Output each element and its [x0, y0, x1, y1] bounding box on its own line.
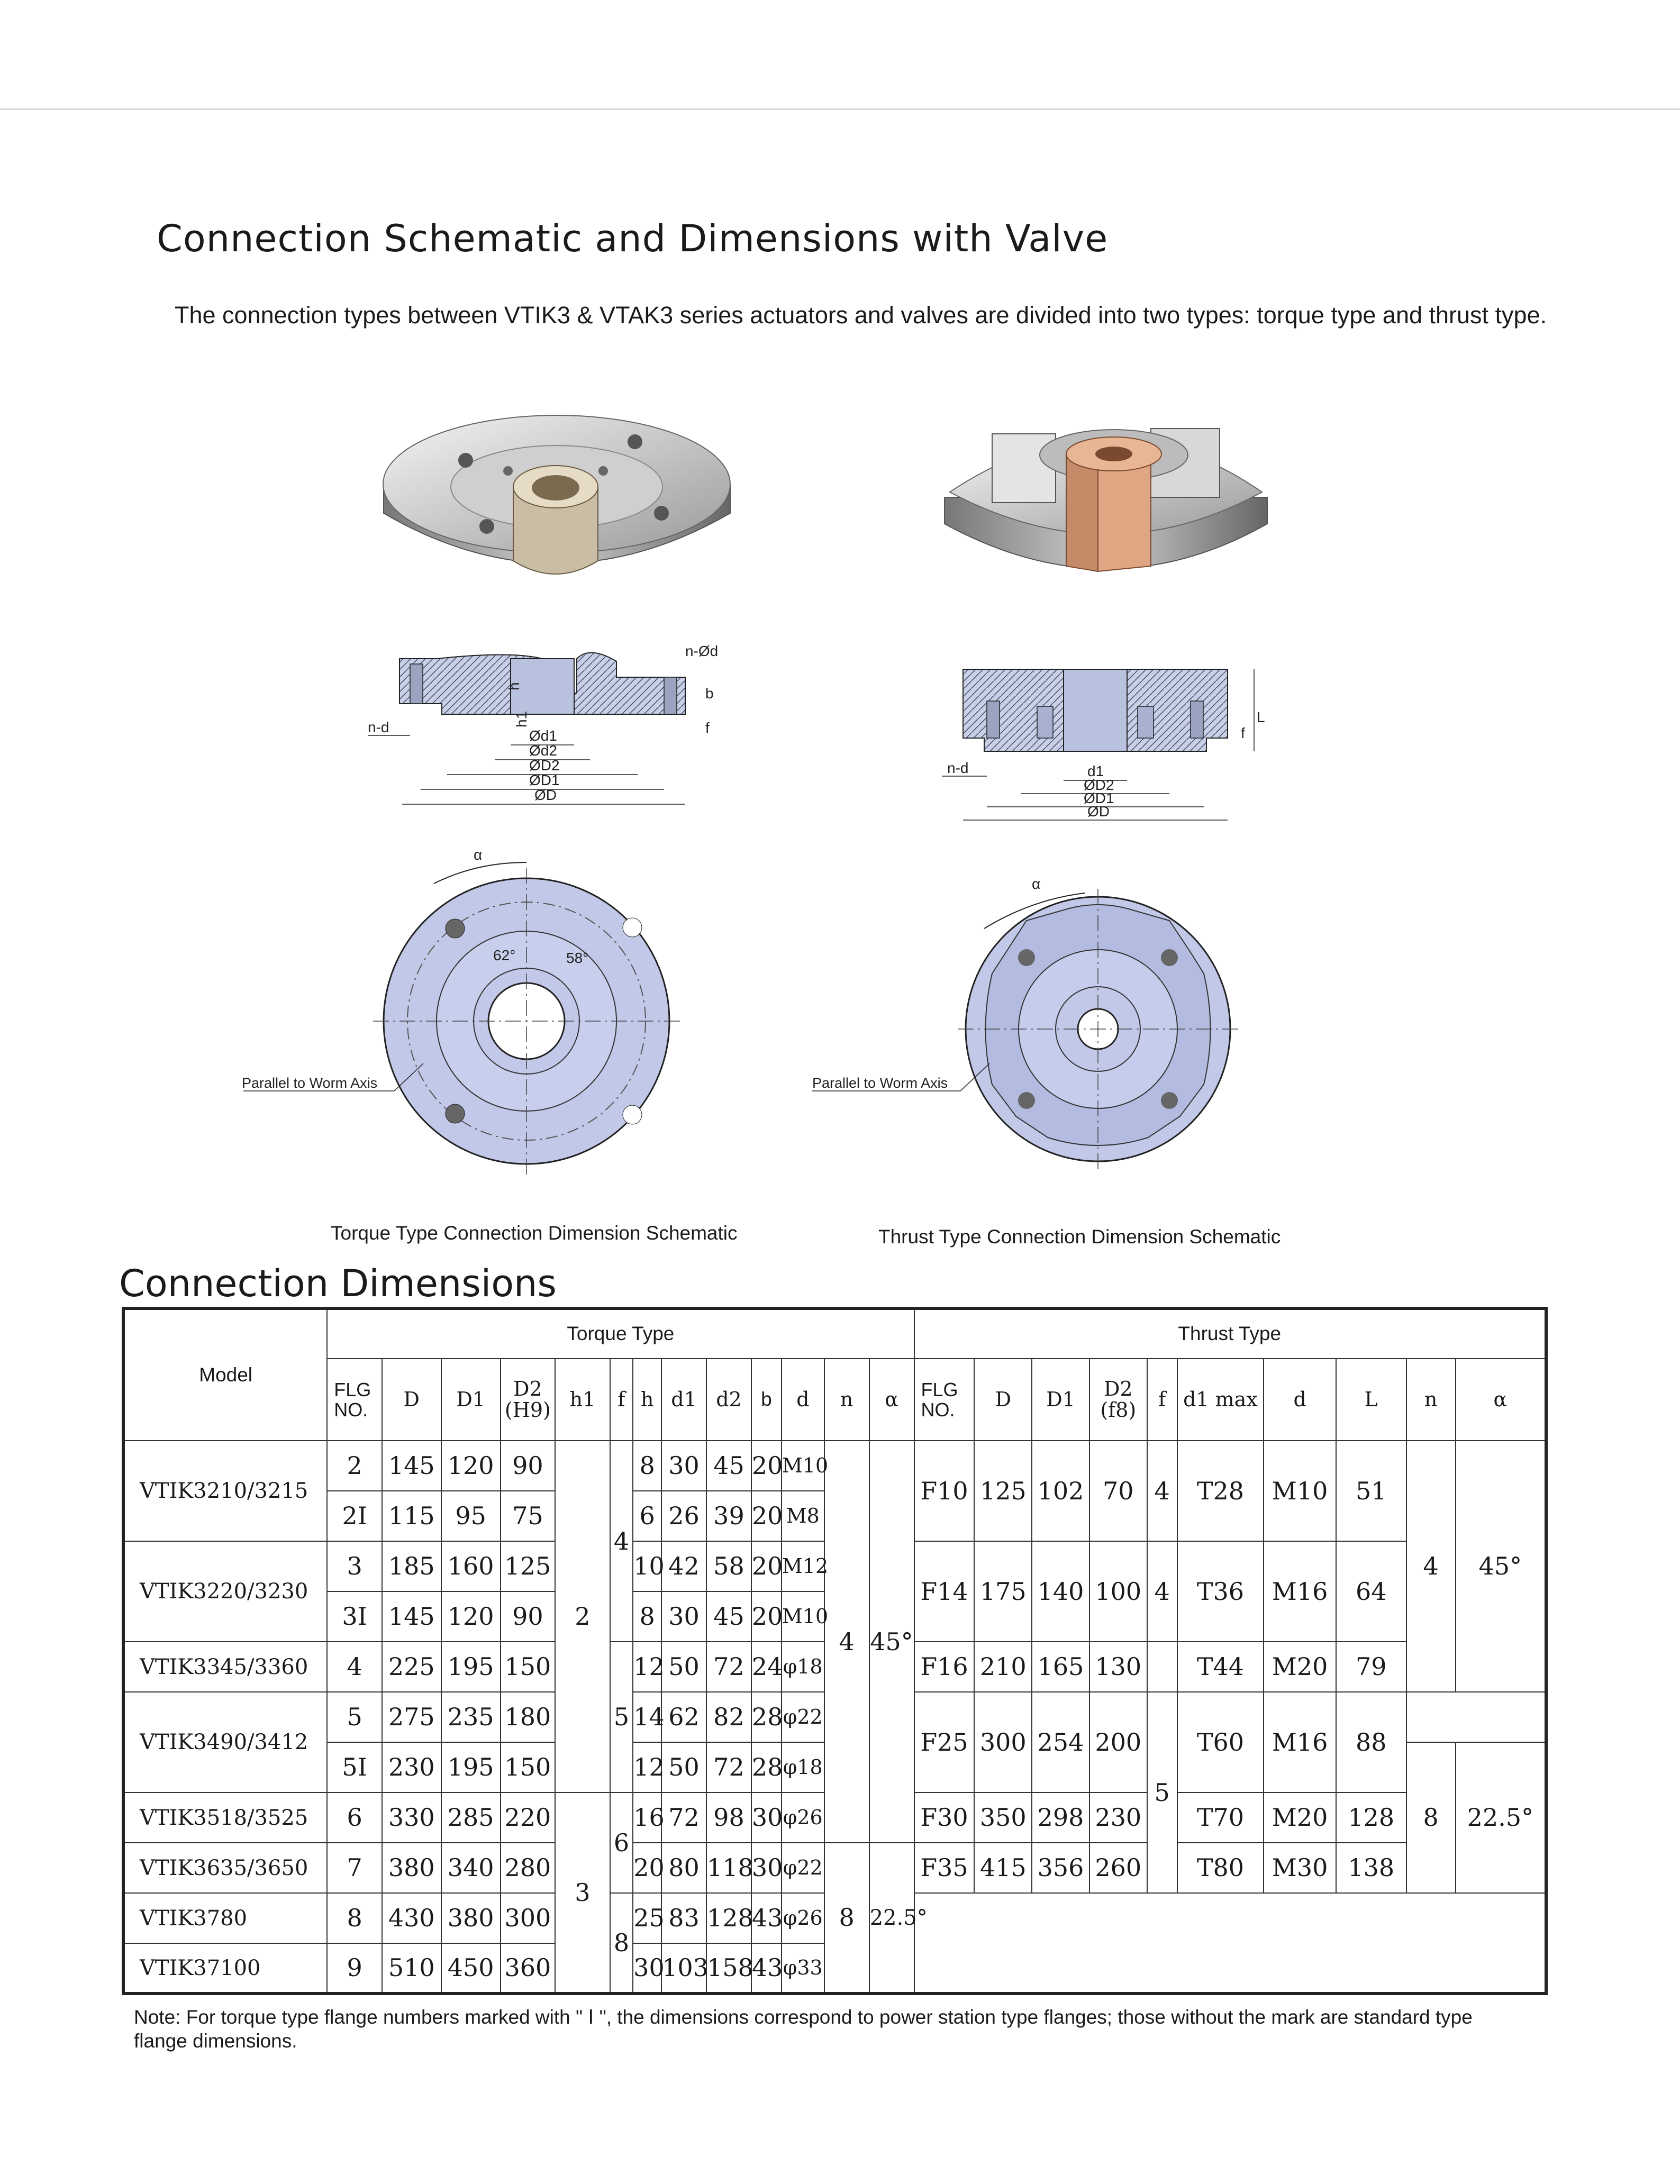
cell: 298: [1032, 1792, 1089, 1843]
label-D2: ØD2: [1084, 777, 1114, 793]
cell: 210: [974, 1642, 1032, 1692]
cell: F10: [914, 1441, 975, 1541]
thrust-flange-3d-view: [939, 392, 1278, 614]
cell: 88: [1336, 1692, 1406, 1792]
thrust-plan-view: [810, 868, 1296, 1180]
model-cell: VTIK3490/3412: [123, 1692, 327, 1792]
cell: T80: [1177, 1843, 1264, 1893]
cell: 50: [661, 1642, 706, 1692]
model-cell: VTIK3635/3650: [123, 1843, 327, 1893]
col-header: b: [751, 1359, 782, 1441]
table-row: [123, 1441, 1546, 1491]
col-header: D: [974, 1359, 1032, 1441]
cell: 5Ⅰ: [327, 1742, 382, 1792]
cell: 128: [1336, 1792, 1406, 1843]
col-header: α: [869, 1359, 914, 1441]
label-D: ØD: [534, 787, 557, 803]
cell: 430: [382, 1893, 441, 1943]
cell: 5: [610, 1642, 633, 1792]
cell: 20: [751, 1541, 782, 1591]
torque-section-drawing: [362, 640, 733, 820]
cell: 225: [382, 1642, 441, 1692]
cell: M20: [1264, 1792, 1336, 1843]
cell: 120: [441, 1591, 501, 1642]
label-n-phi-d: n-Ød: [685, 643, 719, 659]
model-cell: VTIK3220/3230: [123, 1541, 327, 1642]
thrust-type-header: Thrust Type: [914, 1308, 1547, 1359]
cell: 150: [501, 1642, 556, 1692]
torque-flange-3d-view: [381, 392, 735, 603]
cell: 195: [441, 1742, 501, 1792]
cell: 6: [327, 1792, 382, 1843]
label-n-d: n-d: [368, 719, 389, 735]
cell: 103: [661, 1943, 706, 1994]
cell: 230: [382, 1742, 441, 1792]
col-header: f: [610, 1359, 633, 1441]
cell: 4: [1147, 1541, 1177, 1642]
col-header: FLG NO.: [914, 1359, 975, 1441]
cell: T36: [1177, 1541, 1264, 1642]
cell: 3: [555, 1792, 610, 1994]
cell: M12: [782, 1541, 824, 1591]
cell: M10: [1264, 1441, 1336, 1541]
cell: 82: [706, 1692, 751, 1742]
label-D1: ØD1: [529, 772, 560, 788]
cell: 75: [501, 1491, 556, 1541]
cell: 80: [661, 1843, 706, 1893]
label-d1: Ød1: [529, 727, 557, 744]
label-D: ØD: [1087, 803, 1110, 820]
cell: 2: [555, 1441, 610, 1792]
cell: 30: [661, 1441, 706, 1491]
cell: 2: [327, 1441, 382, 1491]
cell: 26: [661, 1491, 706, 1541]
torque-plan-view: [238, 841, 746, 1169]
cell: 20: [751, 1591, 782, 1642]
cell: 145: [382, 1591, 441, 1642]
cell: M8: [782, 1491, 824, 1541]
cell: 115: [382, 1491, 441, 1541]
cell: 28: [751, 1692, 782, 1742]
cell: 20: [751, 1491, 782, 1541]
cell: 180: [501, 1692, 556, 1742]
cell: 12: [633, 1642, 661, 1692]
cell: 102: [1032, 1441, 1089, 1541]
cell: φ18: [782, 1642, 824, 1692]
cell: 285: [441, 1792, 501, 1843]
cell: 450: [441, 1943, 501, 1994]
cell: 25: [633, 1893, 661, 1943]
cell: 4: [327, 1642, 382, 1692]
cell: 118: [706, 1843, 751, 1893]
col-header: d2: [706, 1359, 751, 1441]
label-D2: ØD2: [529, 757, 560, 774]
cell: 150: [501, 1742, 556, 1792]
cell: 43: [751, 1893, 782, 1943]
cell: 2Ⅰ: [327, 1491, 382, 1541]
label-58-degrees: 58°: [566, 950, 589, 966]
cell: 8: [633, 1441, 661, 1491]
cell: 145: [382, 1441, 441, 1491]
cell: 300: [974, 1692, 1032, 1792]
cell: 235: [441, 1692, 501, 1742]
cell: 356: [1032, 1843, 1089, 1893]
cell: 22.5°: [869, 1843, 914, 1994]
label-62-degrees: 62°: [493, 947, 516, 963]
col-header: D1: [1032, 1359, 1089, 1441]
cell: 72: [661, 1792, 706, 1843]
thrust-caption: Thrust Type Connection Dimension Schematic: [878, 1226, 1281, 1248]
cell: 4: [610, 1441, 633, 1642]
cell: 72: [706, 1642, 751, 1692]
cell: 220: [501, 1792, 556, 1843]
model-cell: VTIK37100: [123, 1943, 327, 1994]
cell: T44: [1177, 1642, 1264, 1692]
cell: φ26: [782, 1792, 824, 1843]
cell: 62: [661, 1692, 706, 1742]
cell: 20: [633, 1843, 661, 1893]
cell: 58: [706, 1541, 751, 1591]
page-title: Connection Schematic and Dimensions with Valve: [157, 217, 1109, 260]
cell: 20: [751, 1441, 782, 1491]
model-cell: VTIK3780: [123, 1893, 327, 1943]
cell: φ22: [782, 1692, 824, 1742]
cell: 158: [706, 1943, 751, 1994]
cell: 200: [1089, 1692, 1147, 1792]
empty-cell: [914, 1893, 1547, 1994]
label-f: f: [705, 720, 710, 736]
col-header: D2 (H9): [501, 1359, 556, 1441]
intro-text: The connection types between VTIK3 & VTAK3 series actuators and valves are divided into two types: torque type and thrust type.: [175, 302, 1547, 329]
torque-caption: Torque Type Connection Dimension Schematic: [331, 1222, 738, 1244]
cell: 360: [501, 1943, 556, 1994]
label-n-d: n-d: [947, 760, 969, 776]
cell: 185: [382, 1541, 441, 1591]
top-rule: [0, 108, 1680, 110]
cell: M10: [782, 1591, 824, 1642]
cell: 8: [633, 1591, 661, 1642]
cell: 120: [441, 1441, 501, 1491]
col-header: D2 (f8): [1089, 1359, 1147, 1441]
cell: 6: [610, 1792, 633, 1893]
cell: F14: [914, 1541, 975, 1642]
cell: 175: [974, 1541, 1032, 1642]
col-header: FLG NO.: [327, 1359, 382, 1441]
cell: 138: [1336, 1843, 1406, 1893]
cell: T70: [1177, 1792, 1264, 1843]
cell: 280: [501, 1843, 556, 1893]
thrust-section-drawing: [942, 659, 1281, 828]
cell: 22.5°: [1456, 1742, 1546, 1893]
cell: 415: [974, 1843, 1032, 1893]
cell: 5: [1147, 1692, 1177, 1893]
cell: M10: [782, 1441, 824, 1491]
cell: M30: [1264, 1843, 1336, 1893]
model-header: Model: [123, 1308, 327, 1441]
cell: T60: [1177, 1692, 1264, 1792]
label-h1: h1: [513, 711, 530, 727]
cell: M16: [1264, 1541, 1336, 1642]
cell: 125: [501, 1541, 556, 1591]
col-header: d1: [661, 1359, 706, 1441]
connection-dimensions-table: [122, 1307, 1548, 1995]
col-header: α: [1456, 1359, 1546, 1441]
label-L: L: [1257, 709, 1265, 725]
cell: 90: [501, 1441, 556, 1491]
cell: 100: [1089, 1541, 1147, 1642]
cell: 70: [1089, 1441, 1147, 1541]
label-alpha: α: [1032, 876, 1041, 892]
cell: 3Ⅰ: [327, 1591, 382, 1642]
cell: φ26: [782, 1893, 824, 1943]
cell: F35: [914, 1843, 975, 1893]
cell: 3: [327, 1541, 382, 1591]
cell: 275: [382, 1692, 441, 1742]
cell: φ18: [782, 1742, 824, 1792]
label-f: f: [1241, 725, 1245, 741]
cell: 5: [327, 1692, 382, 1742]
col-header: f: [1147, 1359, 1177, 1441]
cell: 83: [661, 1893, 706, 1943]
cell: 79: [1336, 1642, 1406, 1692]
cell: φ33: [782, 1943, 824, 1994]
cell: T28: [1177, 1441, 1264, 1541]
cell: 340: [441, 1843, 501, 1893]
label-D1: ØD1: [1084, 790, 1114, 806]
cell: 230: [1089, 1792, 1147, 1843]
cell: 51: [1336, 1441, 1406, 1541]
footnote: Note: For torque type flange numbers marked with " Ⅰ ", the dimensions correspond to power station type flanges; those without the mark are standard type flange dimensions.: [134, 2006, 1473, 2052]
cell: [1147, 1642, 1177, 1692]
table-row: [123, 1843, 1546, 1893]
cell: 28: [751, 1742, 782, 1792]
label-parallel-worm-axis: Parallel to Worm Axis: [812, 1075, 948, 1091]
cell: F16: [914, 1642, 975, 1692]
label-alpha: α: [474, 847, 483, 863]
cell: 300: [501, 1893, 556, 1943]
cell: 260: [1089, 1843, 1147, 1893]
cell: 95: [441, 1491, 501, 1541]
cell: 90: [501, 1591, 556, 1642]
cell: 165: [1032, 1642, 1089, 1692]
cell: 24: [751, 1642, 782, 1692]
col-header: D: [382, 1359, 441, 1441]
cell: 7: [327, 1843, 382, 1893]
cell: 45: [706, 1441, 751, 1491]
cell: 98: [706, 1792, 751, 1843]
cell: 130: [1089, 1642, 1147, 1692]
cell: 14: [633, 1692, 661, 1742]
cell: F30: [914, 1792, 975, 1843]
cell: 140: [1032, 1541, 1089, 1642]
cell: F25: [914, 1692, 975, 1792]
cell: 10: [633, 1541, 661, 1591]
cell: 30: [751, 1843, 782, 1893]
col-header: h: [633, 1359, 661, 1441]
col-header: d1 max: [1177, 1359, 1264, 1441]
cell: 254: [1032, 1692, 1089, 1792]
cell: 195: [441, 1642, 501, 1692]
cell: 45: [706, 1591, 751, 1642]
col-header: d: [1264, 1359, 1336, 1441]
label-h: h: [506, 682, 522, 690]
cell: 4: [1147, 1441, 1177, 1541]
cell: 42: [661, 1541, 706, 1591]
label-b: b: [705, 685, 714, 702]
cell: 128: [706, 1893, 751, 1943]
col-header: h1: [555, 1359, 610, 1441]
col-header: D1: [441, 1359, 501, 1441]
cell: 8: [824, 1843, 869, 1994]
cell: 8: [610, 1893, 633, 1994]
cell: 4: [824, 1441, 869, 1843]
model-cell: VTIK3210/3215: [123, 1441, 327, 1541]
torque-type-header: Torque Type: [327, 1308, 914, 1359]
cell: 39: [706, 1491, 751, 1541]
cell: 8: [327, 1893, 382, 1943]
cell: 9: [327, 1943, 382, 1994]
col-header: d: [782, 1359, 824, 1441]
cell: φ22: [782, 1843, 824, 1893]
col-header: n: [824, 1359, 869, 1441]
cell: 45°: [869, 1441, 914, 1843]
cell: 8: [1406, 1742, 1456, 1893]
cell: 4: [1406, 1441, 1456, 1692]
cell: 30: [633, 1943, 661, 1994]
label-parallel-worm-axis: Parallel to Worm Axis: [242, 1075, 378, 1091]
cell: 64: [1336, 1541, 1406, 1642]
col-header: n: [1406, 1359, 1456, 1441]
label-d1: d1: [1087, 763, 1104, 779]
model-cell: VTIK3345/3360: [123, 1642, 327, 1692]
cell: 160: [441, 1541, 501, 1591]
model-cell: VTIK3518/3525: [123, 1792, 327, 1843]
cell: M16: [1264, 1692, 1336, 1792]
cell: 380: [441, 1893, 501, 1943]
cell: 45°: [1456, 1441, 1546, 1692]
label-d2: Ød2: [529, 742, 557, 759]
cell: 330: [382, 1792, 441, 1843]
cell: 50: [661, 1742, 706, 1792]
cell: 30: [661, 1591, 706, 1642]
cell: 16: [633, 1792, 661, 1843]
cell: 30: [751, 1792, 782, 1843]
cell: 380: [382, 1843, 441, 1893]
col-header: L: [1336, 1359, 1406, 1441]
cell: 510: [382, 1943, 441, 1994]
cell: 72: [706, 1742, 751, 1792]
section-title: Connection Dimensions: [119, 1262, 557, 1305]
cell: 350: [974, 1792, 1032, 1843]
cell: 43: [751, 1943, 782, 1994]
cell: 125: [974, 1441, 1032, 1541]
cell: M20: [1264, 1642, 1336, 1692]
cell: 6: [633, 1491, 661, 1541]
cell: 12: [633, 1742, 661, 1792]
